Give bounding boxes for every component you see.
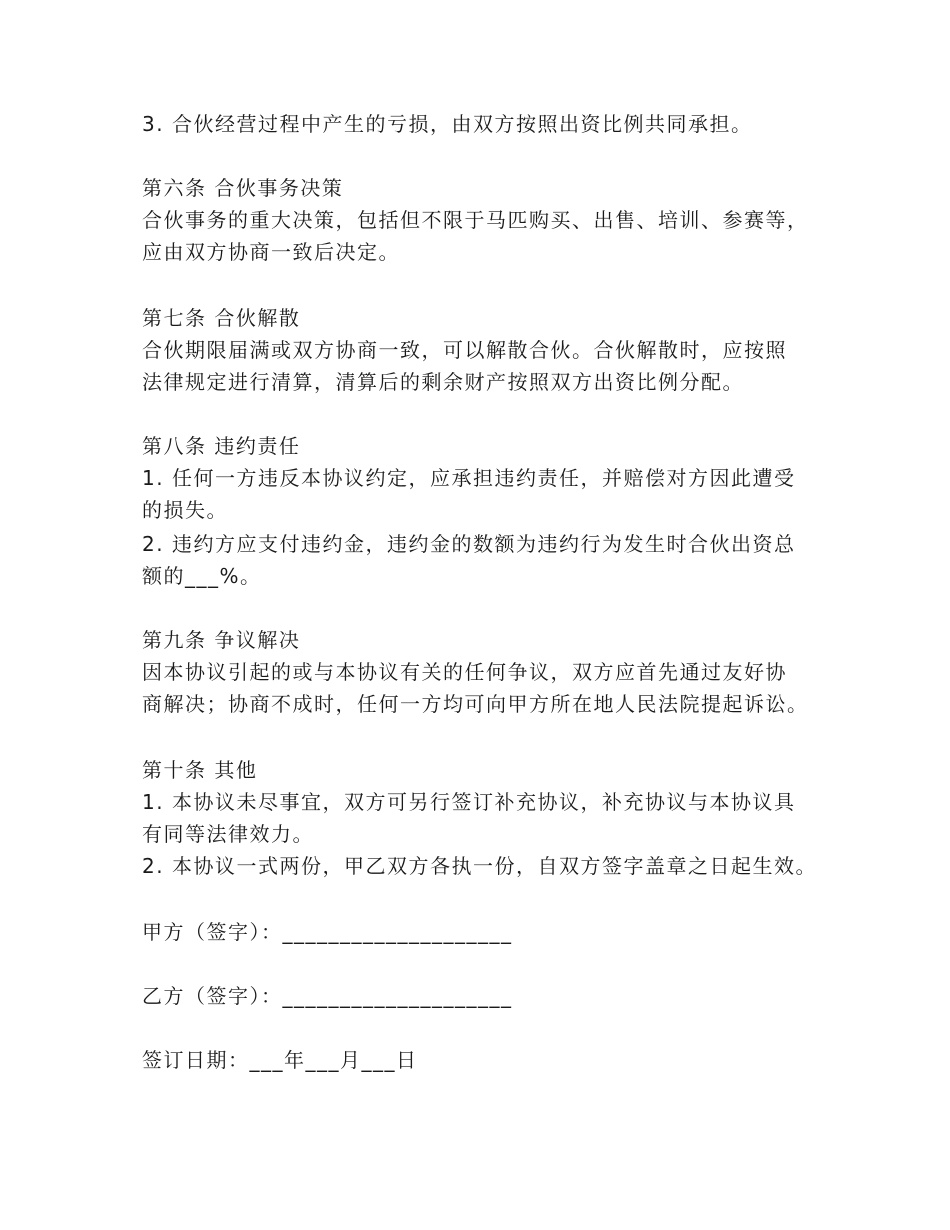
article-10-item-1-line-1: 1. 本协议未尽事宜，双方可另行签订补充协议，补充协议与本协议具 bbox=[142, 790, 796, 814]
article-10-item-1-line-2: 有同等法律效力。 bbox=[142, 822, 314, 846]
article-7-text-line-1: 合伙期限届满或双方协商一致，可以解散合伙。合伙解散时，应按照 bbox=[142, 338, 787, 362]
article-9-heading: 第九条 争议解决 bbox=[142, 628, 301, 652]
article-6-text-line-1: 合伙事务的重大决策，包括但不限于马匹购买、出售、培训、参赛等， bbox=[142, 208, 809, 232]
article-6-heading: 第六条 合伙事务决策 bbox=[142, 176, 344, 200]
article-8-heading: 第八条 违约责任 bbox=[142, 434, 301, 458]
clause-5-item-3: 3. 合伙经营过程中产生的亏损，由双方按照出资比例共同承担。 bbox=[142, 112, 753, 136]
article-8-item-1-line-1: 1. 任何一方违反本协议约定，应承担违约责任，并赔偿对方因此遭受 bbox=[142, 466, 796, 490]
article-10-item-2: 2. 本协议一式两份，甲乙双方各执一份，自双方签字盖章之日起生效。 bbox=[142, 854, 817, 878]
article-7-text-line-2: 法律规定进行清算，清算后的剩余财产按照双方出资比例分配。 bbox=[142, 370, 744, 394]
article-9-text-line-2: 商解决；协商不成时，任何一方均可向甲方所在地人民法院提起诉讼。 bbox=[142, 692, 809, 716]
article-8-item-2-line-1: 2. 违约方应支付违约金，违约金的数额为违约行为发生时合伙出资总 bbox=[142, 532, 796, 556]
signing-date-line: 签订日期：___年___月___日 bbox=[142, 1048, 418, 1072]
article-10-heading: 第十条 其他 bbox=[142, 758, 258, 782]
article-8-item-1-line-2: 的损失。 bbox=[142, 498, 228, 522]
article-9-text-line-1: 因本协议引起的或与本协议有关的任何争议，双方应首先通过友好协 bbox=[142, 660, 787, 684]
party-b-signature-line: 乙方（签字）：____________________ bbox=[142, 984, 513, 1008]
article-8-item-2-line-2: 额的___%。 bbox=[142, 564, 262, 588]
party-a-signature-line: 甲方（签字）：____________________ bbox=[142, 920, 513, 944]
article-6-text-line-2: 应由双方协商一致后决定。 bbox=[142, 240, 400, 264]
article-7-heading: 第七条 合伙解散 bbox=[142, 306, 301, 330]
